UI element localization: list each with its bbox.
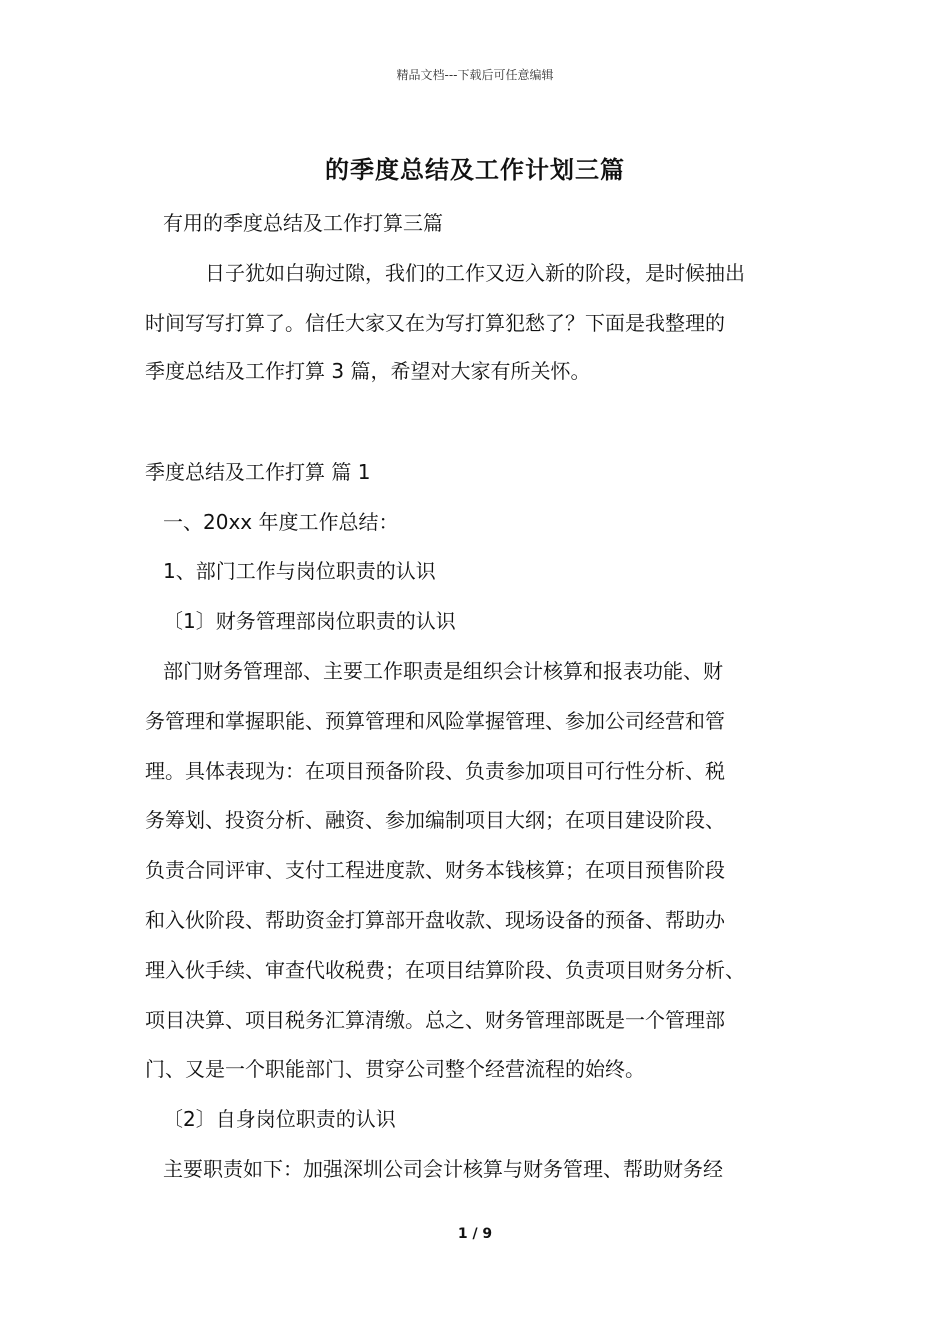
- paragraph-line: 务筹划、投资分析、融资、参加编制项目大纲；在项目建设阶段、: [145, 808, 725, 832]
- page-title: 的季度总结及工作计划三篇: [325, 156, 625, 184]
- heading-level-3: 〔2〕自身岗位职责的认识: [163, 1107, 396, 1131]
- paragraph-line: 和入伙阶段、帮助资金打算部开盘收款、现场设备的预备、帮助办: [145, 908, 725, 932]
- subtitle-line: 有用的季度总结及工作打算三篇: [163, 211, 443, 235]
- page-number: 1 / 9: [457, 1226, 493, 1242]
- paragraph-line: 主要职责如下：加强深圳公司会计核算与财务管理、帮助财务经: [163, 1157, 723, 1181]
- heading-level-1: 一、20xx 年度工作总结：: [163, 510, 399, 534]
- paragraph-line: 部门财务管理部、主要工作职责是组织会计核算和报表功能、财: [163, 659, 723, 683]
- paragraph-line: 门、又是一个职能部门、贯穿公司整个经营流程的始终。: [145, 1057, 645, 1081]
- paragraph-line: 日子犹如白驹过隙，我们的工作又迈入新的阶段，是时候抽出: [205, 261, 745, 285]
- heading-level-2: 1、部门工作与岗位职责的认识: [163, 559, 436, 583]
- paragraph-line: 理。具体表现为：在项目预备阶段、负责参加项目可行性分析、税: [145, 759, 725, 783]
- paragraph-line: 理入伙手续、审查代收税费；在项目结算阶段、负责项目财务分析、: [145, 958, 745, 982]
- paragraph-line: 项目决算、项目税务汇算清缴。总之、财务管理部既是一个管理部: [145, 1008, 725, 1032]
- heading-level-3: 〔1〕财务管理部岗位职责的认识: [163, 609, 456, 633]
- section-heading: 季度总结及工作打算 篇 1: [145, 460, 371, 484]
- paragraph-line: 时间写写打算了。信任大家又在为写打算犯愁了？下面是我整理的: [145, 311, 725, 335]
- paragraph-line: 季度总结及工作打算 3 篇，希望对大家有所关怀。: [145, 359, 591, 383]
- paragraph-line: 务管理和掌握职能、预算管理和风险掌握管理、参加公司经营和管: [145, 709, 725, 733]
- paragraph-line: 负责合同评审、支付工程进度款、财务本钱核算；在项目预售阶段: [145, 858, 725, 882]
- header-note: 精品文档---下载后可任意编辑: [396, 68, 554, 82]
